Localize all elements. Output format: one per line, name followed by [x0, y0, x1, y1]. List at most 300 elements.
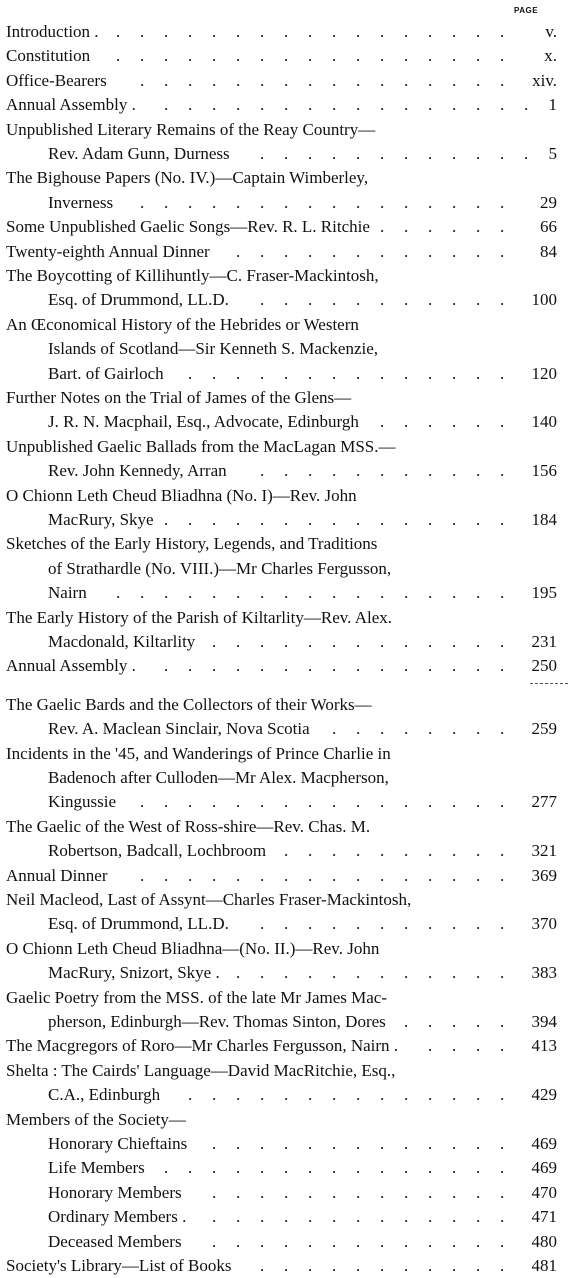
page-number: 470 — [531, 1182, 557, 1202]
leader-dot: . — [284, 1256, 289, 1275]
leader-dot: . — [404, 290, 409, 310]
leader-dot: . — [500, 631, 505, 651]
toc-entry — [0, 815, 575, 864]
leader-dot: . — [404, 192, 409, 212]
entry-title: The Gaelic of the West of Ross-shire—Rev. Chas. M. — [6, 816, 371, 836]
page-number: 413 — [531, 1036, 557, 1056]
leader-dot: . — [188, 22, 193, 41]
leader-dot: . — [452, 1207, 457, 1227]
leader-dot: . — [332, 461, 337, 481]
toc-entry — [0, 435, 575, 484]
leader-dot: . — [164, 656, 169, 676]
page-number: 84 — [540, 241, 557, 261]
leader-dot: . — [236, 631, 241, 651]
page-number: 429 — [531, 1085, 557, 1105]
leader-dot: . — [164, 70, 169, 90]
page-number: 369 — [531, 865, 557, 885]
leader-dot: . — [308, 841, 313, 861]
entry-title: Introduction . — [6, 22, 99, 41]
leader-dot: . — [140, 865, 145, 885]
leader-dot: . — [188, 1085, 193, 1105]
leader-dot: . — [500, 363, 505, 383]
leader-dot: . — [500, 1256, 505, 1275]
leader-dot: . — [284, 865, 289, 885]
leader-dot: . — [332, 241, 337, 261]
leader-dot: . — [308, 143, 313, 163]
leader-dot: . — [500, 1011, 505, 1031]
leader-dot: . — [380, 241, 385, 261]
page-number: 195 — [531, 583, 557, 603]
toc-entry — [0, 386, 575, 435]
leader-dot: . — [188, 192, 193, 212]
leader-dot: . — [428, 1011, 433, 1031]
entry-title-continued: pherson, Edinburgh—Rev. Thomas Sinton, Dores — [48, 1011, 386, 1031]
leader-dot: . — [308, 1182, 313, 1202]
leader-dot: . — [452, 1256, 457, 1275]
page-number: 481 — [531, 1256, 557, 1275]
leader-dot: . — [500, 1085, 505, 1105]
leader-dot: . — [284, 363, 289, 383]
leader-dot: . — [356, 1207, 361, 1227]
leader-dot: . — [236, 509, 241, 529]
leader-dot: . — [500, 1231, 505, 1251]
leader-dot: . — [140, 792, 145, 812]
leader-dot: . — [260, 963, 265, 983]
leader-dot: . — [308, 192, 313, 212]
leader-dot: . — [380, 46, 385, 66]
page-number: 66 — [540, 217, 557, 237]
leader-dot: . — [452, 461, 457, 481]
entry-title: Incidents in the '45, and Wanderings of Prince Charlie in — [6, 743, 391, 763]
leader-dot: . — [236, 46, 241, 66]
leader-dot: . — [476, 363, 481, 383]
toc-entry — [0, 20, 575, 44]
leader-dot: . — [284, 290, 289, 310]
leader-dot: . — [284, 1231, 289, 1251]
leader-dot: . — [332, 865, 337, 885]
leader-dot: . — [452, 865, 457, 885]
leader-dot: . — [356, 583, 361, 603]
leader-dot: . — [428, 509, 433, 529]
leader-dot: . — [332, 363, 337, 383]
leader-dot: . — [452, 363, 457, 383]
leader-dot: . — [428, 1231, 433, 1251]
toc-entry — [0, 1205, 575, 1229]
leader-dot: . — [380, 631, 385, 651]
leader-dot: . — [428, 46, 433, 66]
leader-dot: . — [476, 1207, 481, 1227]
entry-title: Twenty-eighth Annual Dinner — [6, 241, 210, 261]
entry-title: Further Notes on the Trial of James of the Glens— — [6, 388, 352, 407]
leader-dot: . — [476, 46, 481, 66]
leader-dot: . — [164, 192, 169, 212]
leader-dot: . — [428, 95, 433, 115]
leader-dot: . — [404, 70, 409, 90]
leader-dot: . — [212, 363, 217, 383]
leader-dot: . — [428, 792, 433, 812]
leader-dot: . — [452, 1085, 457, 1105]
page-number: 231 — [531, 631, 557, 651]
leader-dot: . — [452, 963, 457, 983]
entry-title: Gaelic Poetry from the MSS. of the late Mr James Mac- — [6, 987, 387, 1007]
leader-dot: . — [428, 22, 433, 41]
leader-dot: . — [212, 46, 217, 66]
leader-dot: . — [452, 70, 457, 90]
leader-dot: . — [404, 865, 409, 885]
leader-dot: . — [164, 865, 169, 885]
entry-title-continued: Robertson, Badcall, Lochbroom — [48, 841, 267, 861]
toc-entry — [0, 484, 575, 533]
leader-dot: . — [356, 192, 361, 212]
leader-dot: . — [188, 46, 193, 66]
leader-dot: . — [284, 1207, 289, 1227]
leader-dot: . — [476, 95, 481, 115]
entry-title: Honorary Chieftains — [48, 1134, 188, 1153]
leader-dot: . — [404, 841, 409, 861]
leader-dot: . — [452, 656, 457, 676]
leader-dot: . — [308, 963, 313, 983]
leader-dot: . — [404, 914, 409, 934]
leader-dot: . — [236, 1085, 241, 1105]
leader-dot: . — [284, 631, 289, 651]
leader-dot: . — [308, 583, 313, 603]
leader-dot: . — [452, 241, 457, 261]
entry-title: O Chionn Leth Cheud Bliadhna—(No. II.)—Rev. John — [6, 938, 380, 958]
leader-dot: . — [212, 865, 217, 885]
leader-dot: . — [332, 1207, 337, 1227]
leader-dot: . — [332, 509, 337, 529]
leader-dot: . — [284, 1158, 289, 1178]
leader-dot: . — [356, 1231, 361, 1251]
leader-dot: . — [284, 583, 289, 603]
leader-dot: . — [308, 792, 313, 812]
leader-dot: . — [428, 1207, 433, 1227]
leader-dot: . — [428, 241, 433, 261]
leader-dot: . — [428, 143, 433, 163]
entry-title: Life Members — [48, 1158, 145, 1178]
leader-dot: . — [476, 509, 481, 529]
leader-dot: . — [284, 509, 289, 529]
leader-dot: . — [260, 583, 265, 603]
entry-title: Unpublished Gaelic Ballads from the MacLagan MSS.— — [6, 436, 396, 456]
leader-dot: . — [404, 363, 409, 383]
leader-dot: . — [500, 192, 505, 212]
leader-dot: . — [260, 1256, 265, 1275]
entry-title-continued: Islands of Scotland—Sir Kenneth S. Mackenzie, — [48, 339, 379, 359]
leader-dot: . — [500, 217, 505, 237]
leader-dot: . — [428, 1182, 433, 1202]
leader-dot: . — [500, 865, 505, 885]
leader-dot: . — [476, 1182, 481, 1202]
leader-dot: . — [500, 95, 505, 115]
leader-dot: . — [404, 656, 409, 676]
leader-dot: . — [500, 70, 505, 90]
leader-dot: . — [332, 631, 337, 651]
leader-dot: . — [380, 841, 385, 861]
leader-dot: . — [260, 1182, 265, 1202]
leader-dot: . — [452, 1011, 457, 1031]
entry-title: The Early History of the Parish of Kiltarlity—Rev. Alex. — [6, 607, 393, 627]
toc-entry — [0, 1181, 575, 1205]
leader-dot: . — [260, 631, 265, 651]
leader-dot: . — [452, 46, 457, 66]
leader-dot: . — [188, 583, 193, 603]
toc-entry — [0, 888, 575, 937]
toc-entry — [0, 1156, 575, 1180]
leader-dot: . — [308, 95, 313, 115]
leader-dot: . — [188, 363, 193, 383]
leader-dot: . — [356, 865, 361, 885]
toc-entry — [0, 264, 575, 313]
leader-dot: . — [188, 95, 193, 115]
leader-dot: . — [308, 46, 313, 66]
leader-dot: . — [164, 509, 169, 529]
leader-dot: . — [260, 1231, 265, 1251]
leader-dot: . — [284, 792, 289, 812]
leader-dot: . — [308, 865, 313, 885]
leader-dot: . — [236, 1207, 241, 1227]
leader-dot: . — [428, 1134, 433, 1153]
leader-dot: . — [116, 583, 121, 603]
page-column-label: PAGE — [513, 6, 539, 15]
leader-dot: . — [308, 70, 313, 90]
entry-title-continued: of Strathardle (No. VIII.)—Mr Charles Fergusson, — [48, 558, 392, 578]
leader-dot: . — [404, 631, 409, 651]
entry-title: The Gaelic Bards and the Collectors of their Works— — [6, 694, 372, 714]
leader-dot: . — [380, 865, 385, 885]
leader-dot: . — [428, 363, 433, 383]
leader-dot: . — [452, 1182, 457, 1202]
leader-dot: . — [356, 363, 361, 383]
leader-dot: . — [332, 719, 337, 739]
toc-entry — [0, 1132, 575, 1156]
leader-dot: . — [188, 792, 193, 812]
leader-dot: . — [452, 1036, 457, 1056]
leader-dot: . — [356, 1182, 361, 1202]
leader-dot: . — [212, 509, 217, 529]
leader-dot: . — [524, 143, 529, 163]
page-number: 480 — [531, 1231, 557, 1251]
entry-title-continued: MacRury, Skye — [48, 509, 154, 529]
leader-dot: . — [428, 719, 433, 739]
leader-dot: . — [188, 1158, 193, 1178]
leader-dot: . — [380, 363, 385, 383]
leader-dot: . — [404, 1256, 409, 1275]
page-number: 277 — [531, 792, 557, 812]
leader-dot: . — [380, 1182, 385, 1202]
leader-dot: . — [452, 143, 457, 163]
page-number: 321 — [531, 841, 557, 861]
leader-dot: . — [308, 22, 313, 41]
leader-dot: . — [380, 22, 385, 41]
toc-entry — [0, 937, 575, 986]
entry-title: Annual Assembly . — [6, 95, 136, 115]
page-number: 1 — [548, 95, 557, 115]
leader-dot: . — [140, 583, 145, 603]
entry-title-continued: Kingussie — [48, 792, 116, 812]
leader-dot: . — [284, 70, 289, 90]
entry-title-continued: Esq. of Drummond, LL.D. — [48, 290, 229, 310]
leader-dot: . — [428, 1158, 433, 1178]
leader-dot: . — [332, 290, 337, 310]
leader-dot: . — [212, 1231, 217, 1251]
leader-dot: . — [236, 1158, 241, 1178]
leader-dot: . — [356, 95, 361, 115]
leader-dot: . — [260, 1158, 265, 1178]
leader-dot: . — [380, 95, 385, 115]
leader-dot: . — [308, 631, 313, 651]
leader-dot: . — [476, 290, 481, 310]
leader-dot: . — [500, 509, 505, 529]
leader-dot: . — [116, 46, 121, 66]
leader-dot: . — [404, 963, 409, 983]
leader-dot: . — [380, 792, 385, 812]
entry-title-continued: Inverness — [48, 192, 114, 212]
entry-title: O Chionn Leth Cheud Bliadhna (No. I)—Rev. John — [6, 485, 357, 505]
leader-dot: . — [332, 583, 337, 603]
leader-dot: . — [284, 1182, 289, 1202]
leader-dot: . — [308, 914, 313, 934]
leader-dot: . — [164, 1158, 169, 1178]
leader-dot: . — [284, 963, 289, 983]
leader-dot: . — [500, 719, 505, 739]
leader-dot: . — [284, 192, 289, 212]
leader-dot: . — [260, 1134, 265, 1153]
leader-dot: . — [452, 583, 457, 603]
leader-dot: . — [308, 656, 313, 676]
leader-dot: . — [260, 1207, 265, 1227]
leader-dot: . — [308, 1256, 313, 1275]
toc-entry — [0, 693, 575, 742]
leader-dot: . — [476, 914, 481, 934]
leader-dot: . — [164, 792, 169, 812]
leader-dot: . — [476, 1158, 481, 1178]
entry-title: Unpublished Literary Remains of the Reay Country— — [6, 119, 376, 139]
entry-title: Ordinary Members . — [48, 1207, 187, 1227]
leader-dot: . — [212, 70, 217, 90]
leader-dot: . — [308, 509, 313, 529]
leader-dot: . — [332, 841, 337, 861]
entry-title: Shelta : The Cairds' Language—David MacRitchie, Esq., — [6, 1060, 396, 1080]
leader-dot: . — [452, 192, 457, 212]
leader-dot: . — [356, 461, 361, 481]
leader-dot: . — [476, 1036, 481, 1056]
leader-dot: . — [260, 95, 265, 115]
leader-dot: . — [260, 22, 265, 41]
leader-dot: . — [380, 1158, 385, 1178]
page-number: 29 — [540, 192, 557, 212]
toc-entry — [0, 44, 575, 68]
leader-dot: . — [404, 1011, 409, 1031]
entry-title: The Boycotting of Killihuntly—C. Fraser-Mackintosh, — [6, 266, 379, 285]
toc-entry — [0, 69, 575, 93]
leader-dot: . — [284, 914, 289, 934]
leader-dot: . — [356, 792, 361, 812]
leader-dot: . — [500, 963, 505, 983]
toc-entry — [0, 532, 575, 605]
leader-dot: . — [332, 95, 337, 115]
leader-dot: . — [140, 192, 145, 212]
leader-dot: . — [356, 963, 361, 983]
leader-dot: . — [236, 865, 241, 885]
toc-entry — [0, 986, 575, 1035]
leader-dot: . — [476, 1011, 481, 1031]
leader-dot: . — [260, 143, 265, 163]
leader-dot: . — [452, 1231, 457, 1251]
leader-dot: . — [476, 865, 481, 885]
leader-dot: . — [476, 1085, 481, 1105]
entry-title-continued: Nairn — [48, 583, 87, 603]
leader-dot: . — [236, 583, 241, 603]
leader-dot: . — [500, 1158, 505, 1178]
leader-dot: . — [476, 1256, 481, 1275]
leader-dot: . — [236, 95, 241, 115]
leader-dot: . — [428, 1256, 433, 1275]
leader-dot: . — [332, 656, 337, 676]
leader-dot: . — [404, 1182, 409, 1202]
leader-dot: . — [188, 865, 193, 885]
leader-dot: . — [236, 192, 241, 212]
page-number: 5 — [548, 143, 557, 163]
leader-dot: . — [284, 841, 289, 861]
leader-dot: . — [380, 1134, 385, 1153]
toc-entry — [0, 215, 575, 239]
toc-entry — [0, 313, 575, 386]
leader-dot: . — [476, 192, 481, 212]
leader-dot: . — [380, 143, 385, 163]
leader-dot: . — [428, 192, 433, 212]
leader-dot: . — [332, 143, 337, 163]
leader-dot: . — [404, 1085, 409, 1105]
leader-dot: . — [500, 1182, 505, 1202]
leader-dot: . — [404, 412, 409, 432]
leader-dot: . — [404, 217, 409, 237]
leader-dot: . — [260, 192, 265, 212]
leader-dot: . — [500, 461, 505, 481]
leader-dot: . — [404, 461, 409, 481]
entry-title: Honorary Members — [48, 1182, 182, 1202]
entry-title: Annual Assembly . — [6, 656, 136, 676]
leader-dot: . — [212, 1207, 217, 1227]
leader-dot: . — [404, 1231, 409, 1251]
entry-title: Sketches of the Early History, Legends, and Traditions — [6, 534, 378, 554]
leader-dot: . — [404, 1134, 409, 1153]
entry-title-continued: Rev. Adam Gunn, Durness — [48, 143, 230, 163]
leader-dot: . — [116, 22, 121, 41]
leader-dot: . — [356, 1085, 361, 1105]
leader-dot: . — [476, 412, 481, 432]
leader-dot: . — [356, 631, 361, 651]
entry-title-continued: Rev. John Kennedy, Arran — [48, 461, 227, 481]
leader-dot: . — [308, 1134, 313, 1153]
leader-dot: . — [284, 1134, 289, 1153]
leader-dot: . — [500, 1036, 505, 1056]
leader-dot: . — [140, 22, 145, 41]
leader-dot: . — [260, 865, 265, 885]
entry-title: An Œconomical History of the Hebrides or Western — [6, 314, 359, 334]
leader-dot: . — [260, 363, 265, 383]
leader-dot: . — [404, 143, 409, 163]
leader-dot: . — [236, 792, 241, 812]
leader-dot: . — [260, 1085, 265, 1105]
leader-dot: . — [260, 914, 265, 934]
entry-title-continued: C.A., Edinburgh — [48, 1085, 161, 1105]
leader-dot: . — [380, 70, 385, 90]
leader-dot: . — [500, 241, 505, 261]
leader-dot: . — [308, 1158, 313, 1178]
leader-dot: . — [380, 1207, 385, 1227]
leader-dot: . — [332, 914, 337, 934]
